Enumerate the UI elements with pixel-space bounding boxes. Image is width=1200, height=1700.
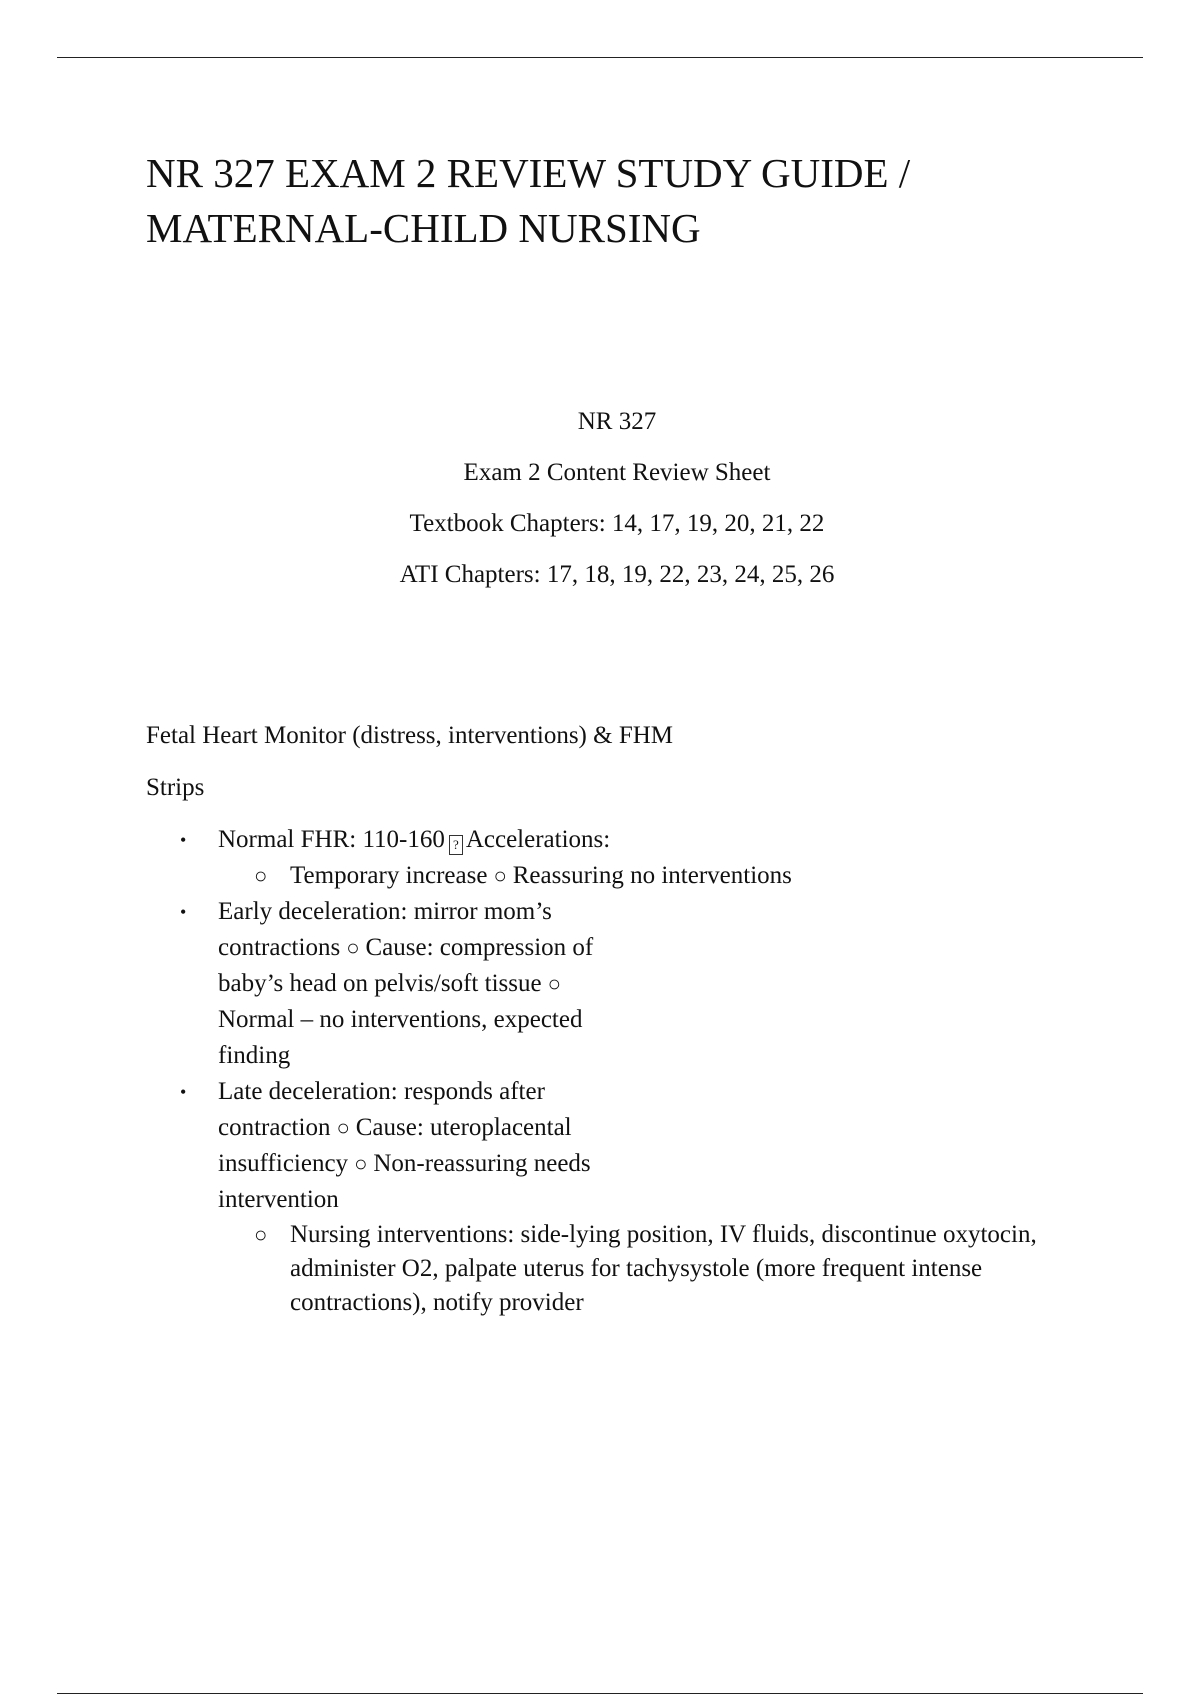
bullet-marker: • <box>180 830 187 850</box>
sub-bullet-marker: ○ <box>254 1222 268 1247</box>
bullet-text <box>218 822 1118 858</box>
accelerations-text: Accelerations: <box>465 826 611 853</box>
text-line: insufficiency ○ Non-reassuring needs <box>218 1150 591 1177</box>
sub-item-text: Temporary increase <box>290 862 488 889</box>
bullet-list <box>146 822 1146 1320</box>
nursing-interventions-text: Nursing interventions: side-lying position, IV fluids, discontinue oxytocin, administer O2, palpate uterus for tachysystole (more frequent intense contractions), notify provider <box>290 1221 1037 1316</box>
section-heading <box>146 710 846 814</box>
title-line-1: NR 327 EXAM 2 REVIEW STUDY GUIDE / <box>146 150 911 196</box>
inline-sub-bullet-marker: ○ <box>346 935 360 960</box>
top-rule <box>57 57 1143 58</box>
bullet-text <box>218 1074 688 1218</box>
normal-fhr-text: Normal FHR: 110-160 <box>218 826 445 853</box>
section-heading-line-2: Strips <box>146 774 205 801</box>
text-line: intervention <box>218 1186 339 1213</box>
bullet-marker: • <box>180 902 187 922</box>
ati-chapters: ATI Chapters: 17, 18, 19, 22, 23, 24, 25, 26 <box>399 561 835 588</box>
text-line: contractions ○ Cause: compression of <box>218 934 594 961</box>
inline-sub-bullet-marker: ○ <box>336 1115 350 1140</box>
section-heading-line-1: Fetal Heart Monitor (distress, interventions) & FHM <box>146 722 674 749</box>
title-line-2: MATERNAL-CHILD NURSING <box>146 205 701 251</box>
sub-list-item <box>218 1218 1050 1320</box>
text-line: Early deceleration: mirror mom’s <box>218 898 552 925</box>
inline-sub-bullet-marker: ○ <box>493 863 507 888</box>
course-code: NR 327 <box>577 408 657 435</box>
list-item <box>146 894 1146 1074</box>
document-title <box>146 146 1086 256</box>
sub-list-item <box>218 858 1050 894</box>
inline-sub-bullet-marker: ○ <box>354 1151 368 1176</box>
sheet-title: Exam 2 Content Review Sheet <box>463 459 771 486</box>
text-line: Late deceleration: responds after <box>218 1078 545 1105</box>
text-line: Normal – no interventions, expected <box>218 1006 583 1033</box>
list-item <box>146 822 1146 894</box>
bullet-marker: • <box>180 1082 187 1102</box>
bottom-rule <box>57 1693 1143 1694</box>
sub-bullet-marker: ○ <box>254 863 268 888</box>
list-item <box>146 1074 1146 1320</box>
textbook-chapters: Textbook Chapters: 14, 17, 19, 20, 21, 22 <box>409 510 825 537</box>
sub-item-text: Reassuring no interventions <box>512 862 792 889</box>
review-sheet-header <box>0 402 1200 606</box>
text-line: baby’s head on pelvis/soft tissue ○ <box>218 966 688 1002</box>
missing-glyph-icon: ? <box>449 835 463 855</box>
bullet-text <box>218 894 688 1074</box>
inline-sub-bullet-marker: ○ <box>547 971 561 996</box>
text-line: contraction ○ Cause: uteroplacental <box>218 1114 572 1141</box>
text-line: finding <box>218 1042 291 1069</box>
